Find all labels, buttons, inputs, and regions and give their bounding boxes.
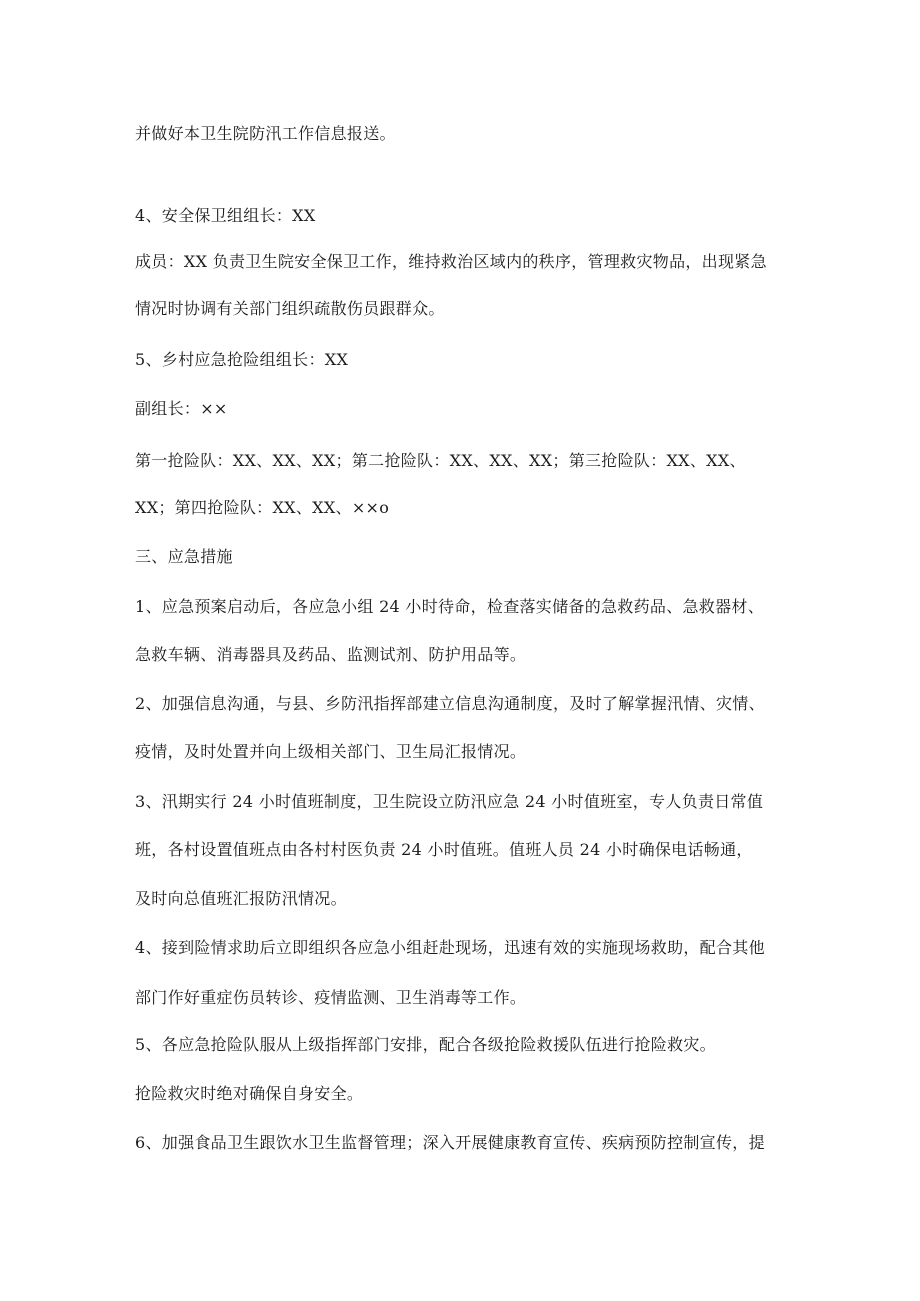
text-line: 5、各应急抢险队服从上级指挥部门安排，配合各级抢险救援队伍进行抢险救灾。: [135, 1035, 716, 1054]
text-line: 1、应急预案启动后，各应急小组 24 小时待命，检查落实储备的急救药品、急救器材、: [135, 597, 765, 616]
text-line: 疫情，及时处置并向上级相关部门、卫生局汇报情况。: [135, 742, 527, 761]
text-line: 及时向总值班汇报防汛情况。: [135, 889, 347, 908]
text-line: 4、接到险情求助后立即组织各应急小组赶赴现场，迅速有效的实施现场救助，配合其他: [135, 938, 765, 957]
text-line: 情况时协调有关部门组织疏散伤员跟群众。: [135, 299, 445, 318]
text-line: 并做好本卫生院防汛工作信息报送。: [135, 124, 396, 143]
text-line: 第一抢险队：XX、XX、XX；第二抢险队：XX、XX、XX；第三抢险队：XX、XX、: [135, 451, 746, 470]
text-line: 班，各村设置值班点由各村村医负责 24 小时值班。值班人员 24 小时确保电话畅通，: [135, 840, 753, 859]
text-line: 4、安全保卫组组长：XX: [135, 206, 316, 225]
section-heading: 三、应急措施: [135, 547, 233, 566]
text-line: 抢险救灾时绝对确保自身安全。: [135, 1084, 364, 1103]
text-line: 3、汛期实行 24 小时值班制度，卫生院设立防汛应急 24 小时值班室，专人负责日常值: [135, 792, 764, 811]
text-line: XX；第四抢险队：XX、XX、××o: [135, 498, 390, 517]
text-line: 2、加强信息沟通，与县、乡防汛指挥部建立信息沟通制度，及时了解掌握汛情、灾情、: [135, 694, 765, 713]
text-line: 急救车辆、消毒器具及药品、监测试剂、防护用品等。: [135, 645, 527, 664]
text-line: 成员：XX 负责卫生院安全保卫工作，维持救治区域内的秩序，管理救灾物品，出现紧急: [135, 252, 767, 271]
text-line: 部门作好重症伤员转诊、疫情监测、卫生消毒等工作。: [135, 988, 527, 1007]
text-line: 5、乡村应急抢险组组长：XX: [135, 350, 349, 369]
text-line: 6、加强食品卫生跟饮水卫生监督管理；深入开展健康教育宣传、疾病预防控制宣传，提: [135, 1133, 765, 1152]
text-line: 副组长：××: [135, 399, 228, 418]
